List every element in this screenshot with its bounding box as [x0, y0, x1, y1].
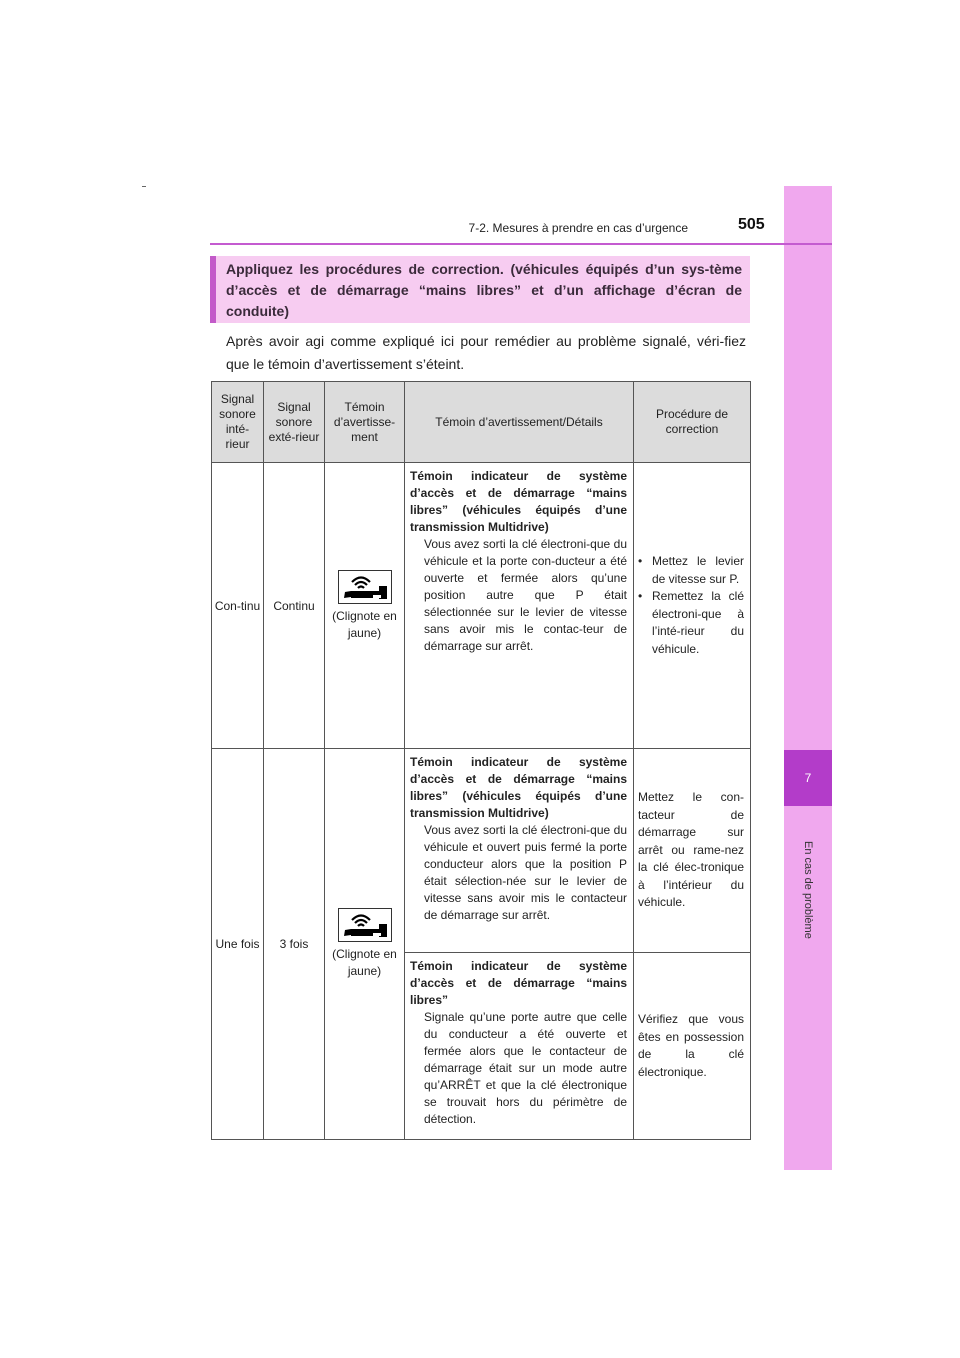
header-procedure: Procédure de correction	[634, 382, 751, 463]
chapter-title	[784, 800, 832, 980]
details-cell	[405, 749, 634, 953]
header-exterior-buzzer: Signal sonore exté-rieur	[264, 382, 325, 463]
procedure-title: Appliquez les procédures de correction. (véhicules équipés d’un sys-tème d’accès et de démarrage “mains libres” et d’un affichage d’écran de conduite)	[226, 261, 742, 319]
bullet-icon: •	[638, 554, 643, 568]
procedure-list	[638, 553, 744, 658]
procedure-cell	[634, 463, 751, 749]
table-row	[212, 749, 751, 953]
details-title: Témoin indicateur de système d’accès et de démarrage “mains libres”	[410, 959, 627, 1007]
details-title: Témoin indicateur de système d’accès et de démarrage “mains libres” (véhicules équipés d’une transmission Multidrive)	[410, 469, 627, 534]
exterior-buzzer-cell: 3 fois	[264, 749, 325, 1140]
exterior-buzzer-cell: Continu	[264, 463, 325, 749]
procedure-text: Vérifiez que vous êtes en possession de la clé électronique.	[638, 1012, 744, 1079]
header-details: Témoin d’avertissement/Détails	[405, 382, 634, 463]
warning-table	[211, 381, 751, 1140]
details-title: Témoin indicateur de système d’accès et de démarrage “mains libres” (véhicules équipés d’une transmission Multidrive)	[410, 755, 627, 820]
details-text: Vous avez sorti la clé électroni-que du véhicule et ouvert puis fermé la porte conducteur alors que la position P était sélection-née sur le levier de vitesse sans avoir mis le contacteur de démarrage sur arrêt.	[424, 823, 627, 922]
table-row	[212, 463, 751, 749]
section-title: 7-2. Mesures à prendre en cas d’urgence	[468, 221, 688, 235]
crop-mark	[142, 186, 146, 187]
chapter-title-text: En cas de problème	[802, 841, 814, 939]
details-text: Signale qu’une porte autre que celle du conducteur a été ouverte et fermée alors que le contacteur de démarrage était sur un mode autre qu’ARRÊT et que la clé électronique se trouvait hors du périmètre de détection.	[424, 1010, 627, 1126]
warning-light-cell	[325, 463, 405, 749]
warning-light-cell	[325, 749, 405, 1140]
smart-key-warning-icon	[338, 908, 392, 942]
chapter-number-tab: 7	[784, 750, 832, 806]
header-warning-light: Témoin d’avertisse-ment	[325, 382, 405, 463]
procedure-text: Mettez le con-tacteur de démarrage sur arrêt ou rame-nez la clé élec-tronique à l’intérieur du véhicule.	[638, 790, 744, 910]
page-number: 505	[738, 216, 765, 233]
blink-yellow-caption: (Clignote en jaune)	[332, 608, 397, 640]
smart-key-warning-icon	[338, 570, 392, 604]
interior-buzzer-cell: Con-tinu	[212, 463, 264, 749]
details-cell	[405, 463, 634, 749]
chapter-sidebar	[784, 186, 832, 1170]
details-text: Vous avez sorti la clé électroni-que du véhicule et la porte con-ducteur a été ouverte et fermée alors qu’une position autre que P était sélectionnée sur le levier de vitesse sans avoir mis le contac-teur de démarrage sur arrêt.	[424, 537, 627, 653]
header-interior-buzzer: Signal sonore inté-rieur	[212, 382, 264, 463]
procedure-item: • Remettez la clé électroni-que à l’inté-rieur du véhicule.	[638, 589, 744, 656]
procedure-item: • Mettez le levier de vitesse sur P.	[638, 554, 744, 586]
bullet-icon: •	[638, 589, 643, 603]
procedure-cell	[634, 749, 751, 953]
table-header-row	[212, 382, 751, 463]
details-cell	[405, 953, 634, 1140]
procedure-cell	[634, 953, 751, 1140]
blink-yellow-caption: (Clignote en jaune)	[332, 947, 397, 978]
procedure-title-box	[210, 256, 750, 323]
header-rule	[210, 243, 832, 245]
intro-paragraph: Après avoir agi comme expliqué ici pour remédier au problème signalé, véri-fiez que le témoin d’avertissement s’éteint.	[226, 333, 746, 372]
interior-buzzer-cell: Une fois	[212, 749, 264, 1140]
